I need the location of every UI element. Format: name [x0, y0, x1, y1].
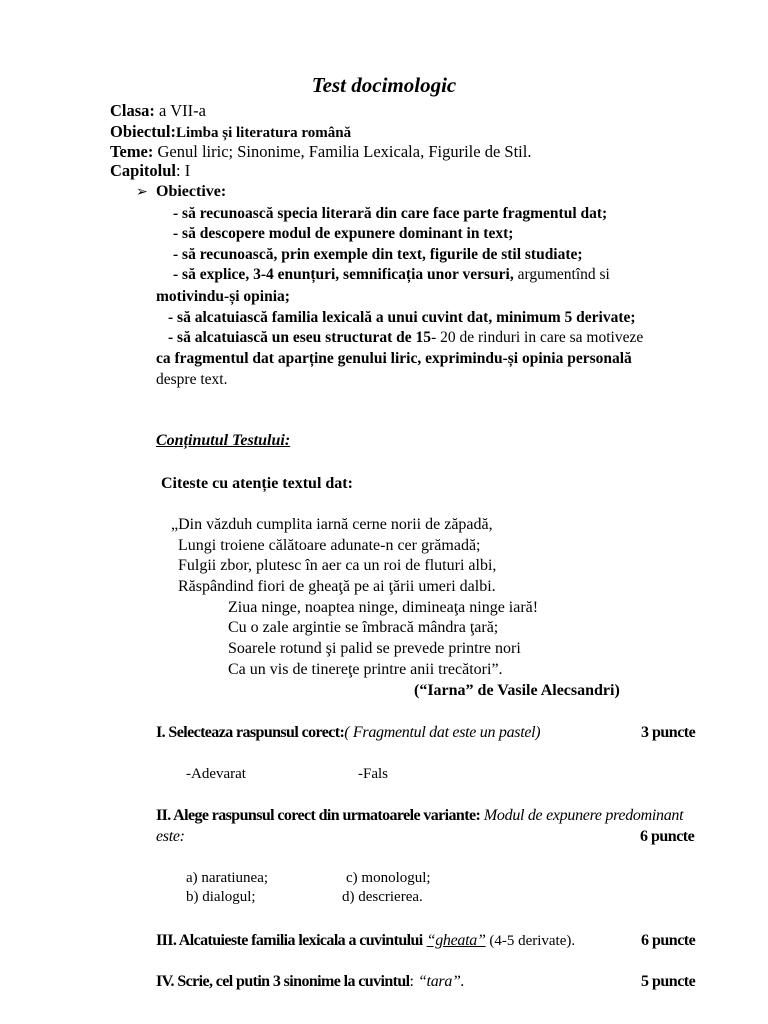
clasa-label: Clasa:	[110, 101, 155, 120]
obiectul-label: Obiectul:	[110, 122, 176, 141]
obiectul-value: Limba și literatura română	[176, 125, 352, 141]
objective-6-end: despre text.	[156, 371, 228, 388]
page-title: Test docimologic	[311, 73, 457, 97]
option-b: b) dialogul;	[186, 889, 256, 905]
objective-4	[173, 266, 610, 284]
poem-line-6: Cu o zale argintie se îmbracă mândra ţară;	[228, 619, 499, 636]
poem-line-3: Fulgii zbor, plutesc în aer ca un roi de fluturi albi,	[178, 557, 497, 574]
question-2-cont	[156, 828, 185, 846]
question-4-points: 5 puncte	[641, 973, 696, 990]
poem-line-2: Lungi troiene călătoare adunate-n cer grămadă;	[178, 537, 481, 554]
objective-3: - să recunoască, prin exemple din text, figurile de stil studiate;	[173, 246, 583, 263]
arrow-bullet-icon: ➢	[136, 184, 148, 200]
poem-line-8: Ca un vis de tinereţe printre anii trecători”.	[228, 661, 503, 678]
capitolul-line	[110, 161, 190, 181]
question-2-italic: Modul de expunere predominant	[480, 807, 684, 824]
question-1	[156, 724, 540, 742]
question-1-points: 3 puncte	[641, 724, 696, 741]
question-4-colon: :	[409, 973, 418, 990]
clasa-line	[110, 101, 206, 121]
option-a: a) naratiunea;	[186, 870, 269, 886]
question-3	[156, 932, 575, 950]
objective-6-cont: ca fragmentul dat aparține genului liric, exprimindu-și opinia personală	[156, 350, 632, 367]
poem-line-7: Soarele rotund şi palid se prevede printre nori	[228, 640, 521, 657]
question-1-label: I. Selecteaza raspunsul corect:	[156, 724, 345, 741]
clasa-value: a VII-a	[154, 101, 206, 120]
answer-adevarat: -Adevarat	[186, 766, 246, 782]
answer-fals: -Fals	[358, 766, 388, 782]
read-instruction: Citeste cu atenție textul dat:	[161, 475, 353, 492]
objective-6	[168, 329, 643, 347]
teme-value: Genul liric; Sinonime, Familia Lexicala, Figurile de Stil.	[153, 142, 532, 161]
poem-line-5: Ziua ninge, noaptea ninge, dimineaţa ninge iară!	[228, 599, 539, 616]
poem-line-1: „Din văzduh cumplita iarnă cerne norii de zăpadă,	[171, 516, 493, 533]
objective-6-normal: - 20 de rinduri in care sa motiveze	[431, 329, 644, 346]
capitolul-label: Capitolul	[110, 161, 177, 180]
teme-line	[110, 142, 531, 162]
question-4-label: IV. Scrie, cel putin 3 sinonime la cuvintul	[156, 973, 410, 990]
question-2-points: 6 puncte	[640, 828, 695, 845]
objective-2: - să descopere modul de expunere dominant in text;	[173, 225, 514, 242]
obiectul-line	[110, 122, 351, 142]
question-2-label: II. Alege raspunsul corect din urmatoarele variante:	[156, 807, 481, 824]
capitolul-value: : I	[176, 161, 191, 180]
question-1-italic: ( Fragmentul dat este un pastel)	[344, 724, 541, 741]
objectives-heading	[136, 183, 226, 201]
objective-4-normal: argumentînd si	[513, 266, 610, 283]
question-3-word: “gheata”	[426, 932, 486, 949]
option-d: d) descrierea.	[342, 889, 423, 905]
objective-5: - să alcatuiască familia lexicală a unui cuvint dat, minimum 5 derivate;	[168, 309, 636, 326]
objective-4-cont: motivindu-și opinia;	[156, 288, 290, 305]
poem-line-4: Răspândind fiori de gheaţă pe ai ţării umeri dalbi.	[178, 578, 496, 595]
question-4	[156, 973, 464, 991]
question-3-label: III. Alcatuieste familia lexicala a cuvintului	[156, 932, 423, 949]
question-4-word: “tara”.	[417, 973, 465, 990]
content-title: Conținutul Testului:	[156, 432, 291, 449]
question-2-italic-cont: este:	[156, 828, 185, 845]
question-2	[156, 807, 683, 825]
objectives-heading-text: Obiective:	[156, 183, 227, 200]
option-c: c) monologul;	[346, 870, 431, 886]
teme-label: Teme:	[110, 142, 154, 161]
question-3-points: 6 puncte	[641, 932, 696, 949]
poem-attribution: (“Iarna” de Vasile Alecsandri)	[414, 682, 620, 699]
objective-6-bold: - să alcatuiască un eseu structurat de 15	[168, 329, 432, 346]
question-3-rest: (4-5 derivate).	[485, 933, 576, 949]
objective-4-bold: - să explice, 3-4 enunțuri, semnificația unor versuri,	[173, 266, 514, 283]
objective-1: - să recunoască specia literară din care face parte fragmentul dat;	[173, 205, 608, 222]
